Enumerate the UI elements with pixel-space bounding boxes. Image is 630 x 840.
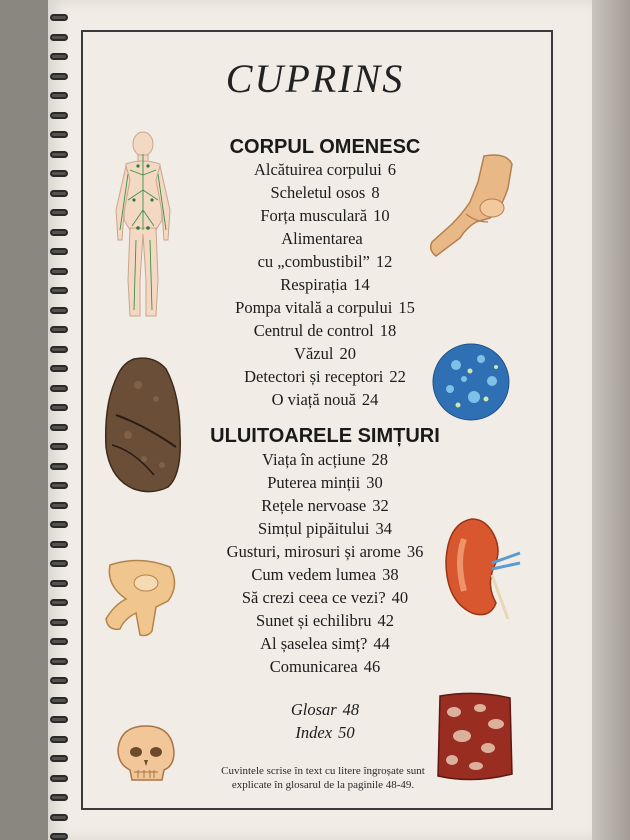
toc-entry[interactable]: Pompa vitală a corpului 15 (235, 298, 415, 317)
spiral-binding (44, 0, 70, 840)
glossary-note (178, 764, 468, 792)
toc-entry[interactable]: Să crezi ceea ce vezi? 40 (241, 588, 409, 607)
toc-entry[interactable]: Al șaselea simț? 44 (260, 634, 390, 653)
binding-ring (50, 580, 68, 587)
toc-entry[interactable]: Centrul de control 18 (253, 321, 397, 340)
binding-ring (50, 677, 68, 684)
toc-entry[interactable]: Puterea minții 30 (267, 473, 383, 492)
binding-ring (50, 736, 68, 743)
toc-entry-index[interactable]: Index 50 (295, 723, 355, 742)
note-line: explicate în glosarul de la paginile 48-49. (231, 779, 415, 791)
binding-ring (50, 833, 68, 840)
toc-entry[interactable]: Rețele nervoase 32 (261, 496, 389, 515)
binding-ring (50, 443, 68, 450)
toc-entry[interactable]: Detectori și receptori 22 (244, 367, 406, 386)
binding-ring (50, 560, 68, 567)
binding-ring (50, 14, 68, 21)
page-edge (592, 0, 630, 840)
kidney (442, 515, 522, 625)
binding-ring (50, 541, 68, 548)
toc-entry[interactable]: Forța musculară 10 (260, 206, 390, 225)
lung (104, 355, 184, 495)
toc-entry[interactable]: Alimentarea (281, 229, 363, 248)
binding-ring (50, 619, 68, 626)
toc-entry[interactable]: Viața în acțiune 28 (262, 450, 388, 469)
binding-ring (50, 190, 68, 197)
binding-ring (50, 424, 68, 431)
skull (114, 722, 178, 784)
binding-ring (50, 365, 68, 372)
toc-entry[interactable]: Simțul pipăitului 34 (258, 519, 392, 538)
virus-cell (426, 337, 516, 427)
toc-entry-glossary[interactable]: Glosar 48 (290, 700, 360, 719)
toc-entry[interactable]: Respirația 14 (280, 275, 370, 294)
binding-ring (50, 521, 68, 528)
binding-ring (50, 716, 68, 723)
binding-ring (50, 229, 68, 236)
binding-ring (50, 502, 68, 509)
binding-ring (50, 112, 68, 119)
toc-entry[interactable]: Sunet și echilibru 42 (256, 611, 394, 630)
pelvis-bone (100, 555, 184, 639)
binding-ring (50, 658, 68, 665)
binding-ring (50, 326, 68, 333)
toc-entry[interactable]: Comunicarea 46 (269, 657, 381, 676)
binding-ring (50, 814, 68, 821)
toc-entry[interactable]: Alcătuirea corpului 6 (253, 160, 397, 179)
section-heading-senses: ULUITOARELE SIMȚURI (210, 425, 440, 447)
binding-ring (50, 209, 68, 216)
section-heading-body: CORPUL OMENESC (229, 136, 421, 158)
binding-ring (50, 268, 68, 275)
toc-entry[interactable]: Scheletul osos 8 (270, 183, 380, 202)
binding-ring (50, 404, 68, 411)
binding-ring (50, 463, 68, 470)
binding-ring (50, 697, 68, 704)
binding-ring (50, 34, 68, 41)
binding-ring (50, 170, 68, 177)
binding-ring (50, 482, 68, 489)
toc-entry[interactable]: Cum vedem lumea 38 (251, 565, 399, 584)
binding-ring (50, 385, 68, 392)
toc-entry[interactable]: Văzul 20 (294, 344, 356, 363)
binding-ring (50, 346, 68, 353)
binding-ring (50, 775, 68, 782)
binding-ring (50, 755, 68, 762)
binding-ring (50, 131, 68, 138)
binding-ring (50, 287, 68, 294)
binding-ring (50, 794, 68, 801)
toc-entry[interactable]: O viață nouă 24 (271, 390, 379, 409)
binding-ring (50, 248, 68, 255)
binding-ring (50, 151, 68, 158)
binding-ring (50, 599, 68, 606)
note-line: Cuvintele scrise în text cu litere îngroșate sunt (221, 765, 425, 777)
toc-entry[interactable]: cu „combustibil” 12 (257, 252, 393, 271)
page-title: CUPRINS (225, 56, 405, 101)
tissue-sample (432, 690, 516, 784)
toc-entry[interactable]: Gusturi, mirosuri și arome 36 (226, 542, 424, 561)
human-body-figure (112, 130, 174, 320)
knee-joint (426, 152, 518, 262)
binding-ring (50, 638, 68, 645)
binding-ring (50, 307, 68, 314)
